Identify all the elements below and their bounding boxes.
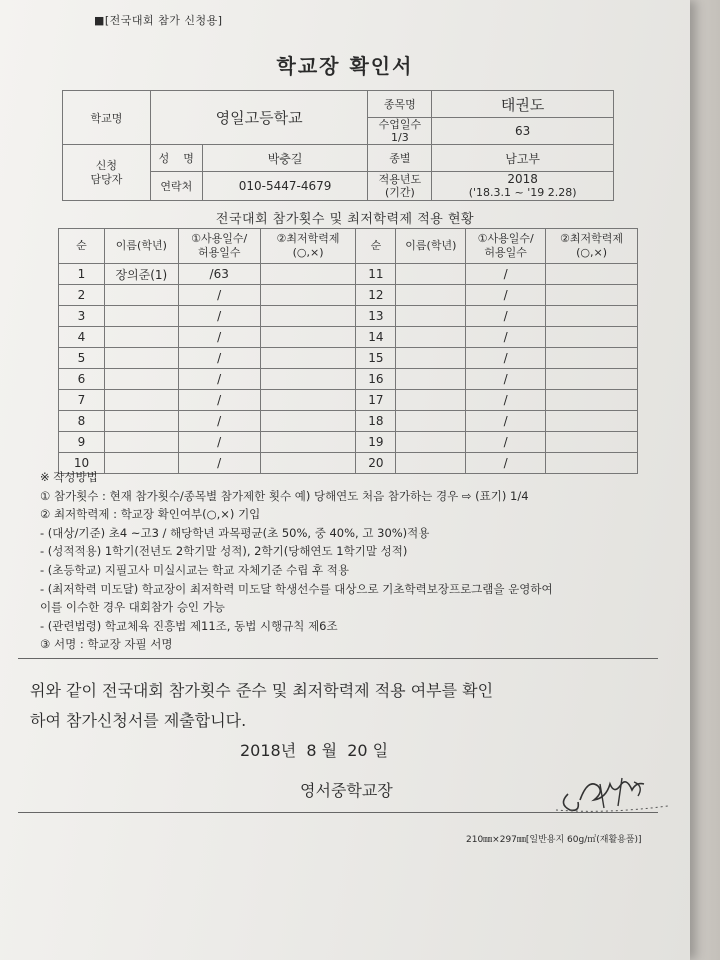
note-line: - (최저학력 미도달) 학교장이 최저학력 미도달 학생선수를 대상으로 기초학력보장프로그램을 운영하여 [40,581,553,596]
used-days: / [466,369,546,390]
note-line: ② 최저학력제 : 학교장 확인여부(○,×) 기입 [40,507,261,522]
col-min-left: ②최저학력제 (○,×) [260,229,356,264]
used-days: / [466,411,546,432]
min-standard [260,432,356,453]
note-line: ③ 서명 : 학교장 자필 서명 [40,637,173,652]
sport-label: 종목명 [368,91,432,118]
used-days: / [178,432,260,453]
row-number: 5 [59,348,105,369]
used-days: / [466,348,546,369]
confirmation-text [30,676,650,736]
table-row [59,327,638,348]
min-standard [260,348,356,369]
used-days: / [178,306,260,327]
used-days: / [178,369,260,390]
table-row [59,390,638,411]
student-name [396,264,466,285]
min-standard [546,390,638,411]
min-standard [260,390,356,411]
min-standard [546,411,638,432]
student-name [104,348,178,369]
table-row [59,411,638,432]
contact-value: 010-5447-4679 [202,172,368,201]
info-table [62,90,614,201]
row-number: 2 [59,285,105,306]
used-days: / [178,390,260,411]
min-standard [546,285,638,306]
col-min-right: ②최저학력제 (○,×) [546,229,638,264]
row-number: 13 [356,306,396,327]
col-no-right: 순 [356,229,396,264]
row-number: 10 [59,453,105,474]
document-title: 학교장 확인서 [276,54,414,78]
note-line: - (대상/기준) 초4 ~고3 / 해당학년 과목평균(초 50%, 중 40%, 고 30%)적용 [40,525,430,540]
col-days-right: ①사용일수/ 허용일수 [466,229,546,264]
used-days: / [466,390,546,411]
table-row [59,348,638,369]
col-no-left: 순 [59,229,105,264]
row-number: 4 [59,327,105,348]
used-days: / [466,327,546,348]
row-number: 7 [59,390,105,411]
student-name [104,411,178,432]
used-days: / [466,432,546,453]
row-number: 11 [356,264,396,285]
note-line: ① 참가횟수 : 현재 참가횟수/종목별 참가제한 횟수 예) 당해연도 처음 참가하는 경우 ⇨ (표기) 1/4 [40,488,529,503]
row-number: 12 [356,285,396,306]
col-name-right: 이름(학년) [396,229,466,264]
used-days: / [178,327,260,348]
student-name: 장의준(1) [104,264,178,285]
student-name [104,285,178,306]
min-standard [546,348,638,369]
min-standard [546,432,638,453]
note-line: - (초등학교) 지필고사 미실시교는 학교 자체기준 수립 후 적용 [40,562,349,577]
student-name [396,327,466,348]
used-days: / [466,453,546,474]
row-number: 3 [59,306,105,327]
contact-label: 연락처 [150,172,202,201]
col-days-left: ①사용일수/ 허용일수 [178,229,260,264]
submission-date: 2018년 8 월 20 일 [240,741,389,760]
min-standard [260,411,356,432]
apply-period-value: ('18.3.1 ~ '19 2.28) [468,186,577,199]
note-line: 이를 이수한 경우 대회참가 승인 가능 [40,600,225,615]
category-label: 종별 [368,145,432,172]
student-name [104,306,178,327]
class-days-label: 수업일수 1/3 [368,118,432,145]
table-row [59,432,638,453]
student-name [396,390,466,411]
student-name [396,285,466,306]
handwritten-signature [550,760,680,820]
note-line: - (성적적용) 1학기(전년도 2학기말 성적), 2학기(당해연도 1학기말 성적) [40,544,408,559]
table-row [59,306,638,327]
student-name [396,348,466,369]
min-standard [546,327,638,348]
min-standard [260,264,356,285]
confirm-line-2: 하여 참가신청서를 제출합니다. [30,711,247,730]
used-days: / [466,306,546,327]
student-name [396,306,466,327]
row-number: 16 [356,369,396,390]
apply-year-value: 2018 [507,172,538,186]
note-line: ※ 작성방법 [40,470,98,484]
status-title: 전국대회 참가횟수 및 최저학력제 적용 현황 [215,212,475,227]
school-name: 영일고등학교 [150,91,368,145]
manager-name: 박충길 [202,145,368,172]
student-name [104,390,178,411]
divider-top [18,658,658,659]
school-label: 학교명 [63,91,151,145]
student-name [396,411,466,432]
min-standard [546,306,638,327]
class-days-value: 63 [432,118,614,145]
row-number: 9 [59,432,105,453]
min-standard [260,327,356,348]
row-number: 20 [356,453,396,474]
min-standard [546,369,638,390]
student-name [104,369,178,390]
used-days: / [466,285,546,306]
note-line: - (관련법령) 학교체육 진흥법 제11조, 동법 시행규칙 제6조 [40,618,338,633]
manager-label: 신청 담당자 [63,145,151,201]
student-name [104,327,178,348]
used-days: / [178,285,260,306]
row-number: 19 [356,432,396,453]
col-name-left: 이름(학년) [104,229,178,264]
confirm-line-1: 위와 같이 전국대회 참가횟수 준수 및 최저학력제 적용 여부를 확인 [30,681,494,700]
apply-year-label: 적용년도 (기간) [368,172,432,201]
used-days: / [466,264,546,285]
used-days: / [178,411,260,432]
row-number: 8 [59,411,105,432]
min-standard [260,285,356,306]
apply-year-cell [432,172,614,201]
table-row [59,369,638,390]
category-value: 남고부 [432,145,614,172]
used-days: /63 [178,264,260,285]
row-number: 1 [59,264,105,285]
table-row [59,285,638,306]
divider-bottom [18,812,658,813]
row-number: 15 [356,348,396,369]
instructions [40,468,670,654]
used-days: / [178,348,260,369]
signer-title: 영서중학교장 [300,781,393,800]
min-standard [260,306,356,327]
table-row [59,264,638,285]
row-number: 17 [356,390,396,411]
header-tag: ■[전국대회 참가 신청용] [94,14,223,27]
row-number: 6 [59,369,105,390]
participation-table [58,228,638,474]
row-number: 18 [356,411,396,432]
min-standard [546,264,638,285]
used-days: / [178,453,260,474]
sport-value: 태권도 [432,91,614,118]
min-standard [260,369,356,390]
student-name [104,432,178,453]
student-name [396,369,466,390]
paper-spec-footer: 210㎜×297㎜[일반용지 60g/㎡(재활용품)] [466,835,642,845]
student-name [396,432,466,453]
row-number: 14 [356,327,396,348]
name-label: 성 명 [150,145,202,172]
